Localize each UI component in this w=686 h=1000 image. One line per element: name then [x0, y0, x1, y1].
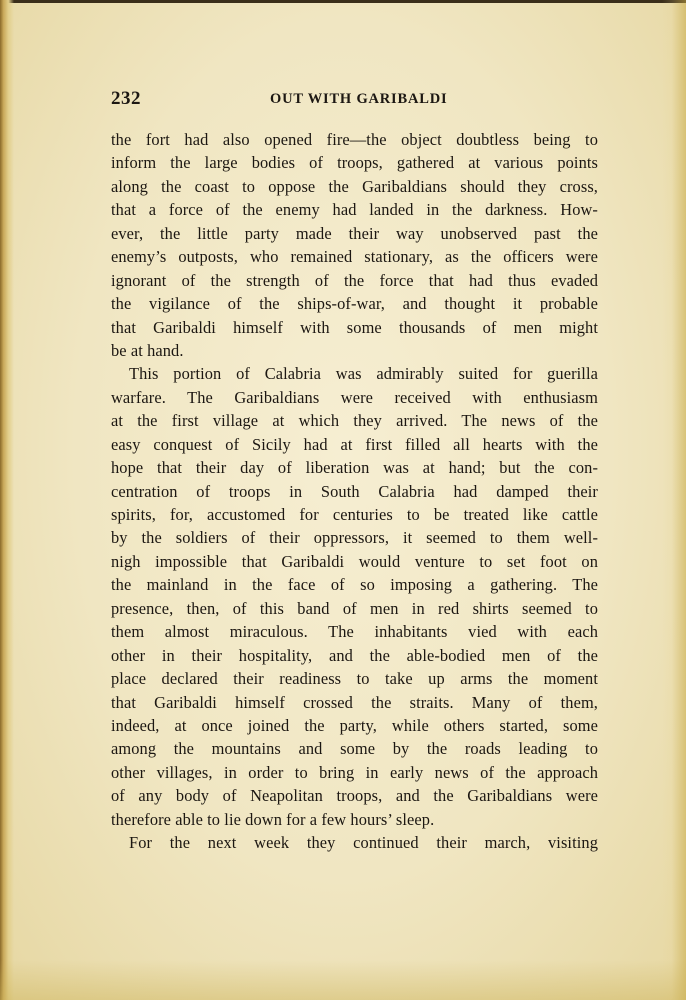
text-line: nigh impossible that Garibaldi would venture to set foot on: [111, 551, 598, 571]
text-line: inform the large bodies of troops, gathered at various points: [111, 153, 598, 173]
page-right-shadow: [662, 0, 686, 1000]
text-line: along the coast to oppose the Garibaldians should they cross,: [111, 176, 598, 196]
page-number: 232: [111, 88, 141, 109]
text-line: other in their hospitality, and the able-bodied men of the: [111, 645, 598, 665]
text-line: ignorant of the strength of the force that had thus evaded: [111, 270, 598, 290]
text-line: presence, then, of this band of men in red shirts seemed to: [111, 598, 598, 618]
page-top-edge: [0, 0, 686, 3]
body-text: [111, 128, 598, 855]
text-line: be at hand.: [111, 340, 184, 360]
page-bottom-shadow: [0, 960, 686, 1000]
text-line: by the soldiers of their oppressors, it seemed to them well-: [111, 528, 598, 548]
text-line: centration of troops in South Calabria had damped their: [111, 481, 598, 501]
text-line: warfare. The Garibaldians were received with enthusiasm: [111, 387, 598, 407]
text-line: at the first village at which they arrived. The news of the: [111, 411, 598, 431]
text-line: the mainland in the face of so imposing a gathering. The: [111, 575, 598, 595]
text-line: that Garibaldi himself with some thousands of men might: [111, 317, 598, 337]
text-line: the fort had also opened fire—the object doubtless being to: [111, 130, 598, 149]
text-line: indeed, at once joined the party, while others started, some: [111, 715, 598, 735]
text-line: that Garibaldi himself crossed the straits. Many of them,: [111, 692, 598, 712]
text-line: enemy’s outposts, who remained stationary, as the officers were: [111, 247, 598, 267]
text-line: For the next week they continued their march, visiting: [129, 833, 598, 853]
text-line: easy conquest of Sicily had at first filled all hearts with the: [111, 434, 598, 454]
text-line: This portion of Calabria was admirably suited for guerilla: [129, 364, 598, 384]
text-line: other villages, in order to bring in early news of the approach: [111, 762, 598, 782]
text-line: place declared their readiness to take up arms the moment: [111, 669, 598, 689]
text-line: of any body of Neapolitan troops, and the Garibaldians were: [111, 786, 598, 806]
text-line: hope that their day of liberation was at hand; but the con-: [111, 458, 598, 478]
text-line: that a force of the enemy had landed in the darkness. How-: [111, 200, 598, 220]
text-line: spirits, for, accustomed for centuries to be treated like cattle: [111, 505, 598, 524]
text-line: ever, the little party made their way unobserved past the: [111, 223, 598, 243]
page-header: [111, 88, 598, 116]
text-line: therefore able to lie down for a few hours’ sleep.: [111, 809, 435, 829]
book-binding-edge: [0, 0, 14, 1000]
text-line: them almost miraculous. The inhabitants vied with each: [111, 622, 598, 642]
text-line: the vigilance of the ships-of-war, and thought it probable: [111, 294, 598, 314]
text-line: among the mountains and some by the roads leading to: [111, 739, 598, 759]
running-head: OUT WITH GARIBALDI: [270, 91, 448, 107]
